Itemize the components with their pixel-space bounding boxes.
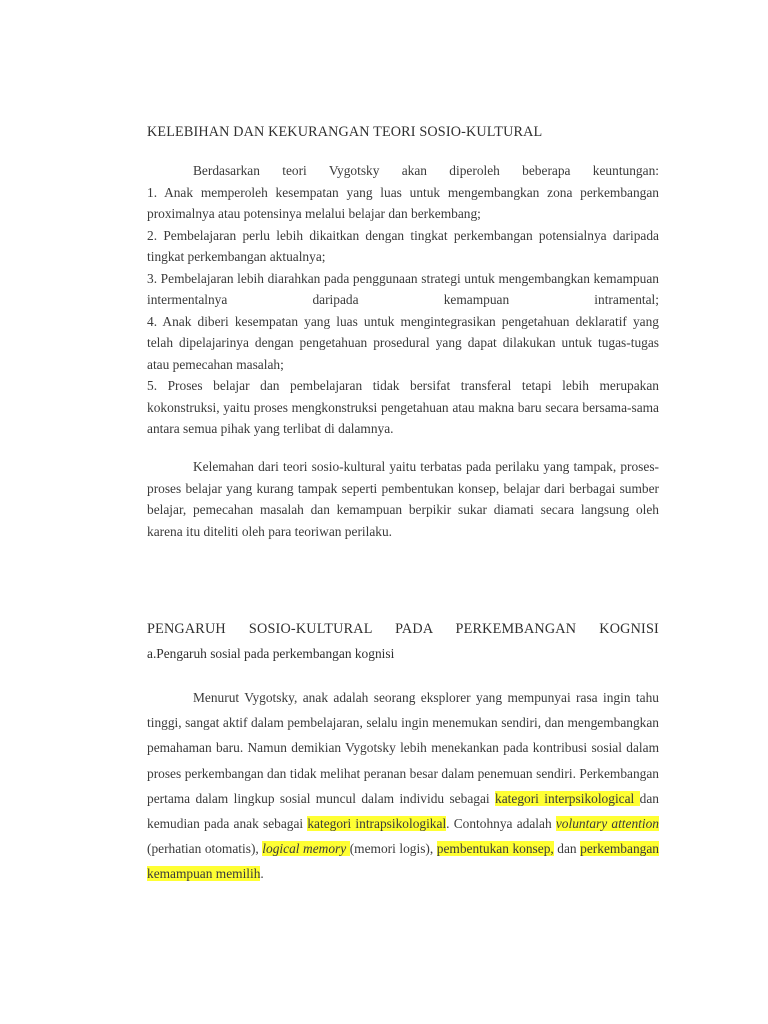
vygotsky-paragraph xyxy=(147,685,659,887)
paragraph-text: dan kemudian pada anak sebagai xyxy=(147,790,659,832)
paragraph-text: dan xyxy=(553,841,581,857)
highlight-logical-memory: logical memory xyxy=(262,841,350,857)
paragraph-text: Menurut Vygotsky, anak adalah seorang eksplorer yang mempunyai rasa ingin tahu tinggi, sangat aktif dalam pembelajaran, selalu ingin menemukan sendiri, dan mengembangkan pemahaman baru. Namun demikian Vygotsky lebih menekankan pada kontribusi sosial dalam proses perkembangan dan tidak melihat peranan besar dalam penemuan sendiri. Perkembangan pertama dalam lingkup sosial muncul dalam individu sebagai xyxy=(147,690,659,806)
advantage-item-5: 5. Proses belajar dan pembelajaran tidak bersifat transferal tetapi lebih merupakan kokonstruksi, yaitu proses mengkonstruksi pengetahuan atau makna baru secara bersama-sama antara semua pihak yang terlibat di dalamnya. xyxy=(147,378,659,436)
vygotsky-block xyxy=(147,685,659,887)
paragraph-text: . Contohnya adalah xyxy=(446,816,556,832)
paragraph-text: (perhatian otomatis), xyxy=(147,841,263,857)
highlight-kategori-intrapsikologikal: kategori intrapsikologikal xyxy=(307,816,447,832)
advantages-block xyxy=(147,160,659,440)
section-title-pengaruh: PENGARUH SOSIO-KULTURAL PADA PERKEMBANGAN KOGNISI xyxy=(147,621,659,637)
advantage-item-4: 4. Anak diberi kesempatan yang luas untuk mengintegrasikan pengetahuan deklaratif yang telah dipelajarinya dengan pengetahuan prosedural yang dapat dilakukan untuk tugas-tugas atau pemecahan masalah; xyxy=(147,313,659,372)
advantage-item-2: 2. Pembelajaran perlu lebih dikaitkan dengan tingkat perkembangan potensialnya daripada tingkat perkembangan aktualnya; xyxy=(147,227,659,264)
paragraph-text: . xyxy=(260,866,264,882)
highlight-voluntary-attention: voluntary attention xyxy=(555,816,659,832)
advantages-intro: Berdasarkan teori Vygotsky akan diperoleh beberapa keuntungan: xyxy=(193,163,659,178)
highlight-kategori-interpsikological: kategori interpsikological xyxy=(495,790,640,806)
highlight-perkembangan-kemampuan-memilih: perkembangan kemampuan memilih xyxy=(147,841,659,882)
highlight-pembentukan-konsep: pembentukan konsep, xyxy=(436,841,554,857)
advantage-item-1: 1. Anak memperoleh kesempatan yang luas untuk mengembangkan zona perkembangan proximalnya atau potensinya melalui belajar dan berkembang; xyxy=(147,184,659,221)
paragraph-text: (memori logis), xyxy=(349,841,437,857)
weakness-paragraph: Kelemahan dari teori sosio-kultural yaitu terbatas pada perilaku yang tampak, proses-proses belajar yang kurang tampak seperti pembentukan konsep, belajar dari berbagai sumber belajar, pemecahan masalah dan kemampuan berpikir sukar diamati secara langsung oleh karena itu diteliti oleh para teoriwan perilaku. xyxy=(147,459,659,539)
advantage-item-3: 3. Pembelajaran lebih diarahkan pada penggunaan strategi untuk mengembangkan kemampuan intermentalnya daripada kemampuan intramental; xyxy=(147,270,659,307)
subsection-title: a.Pengaruh sosial pada perkembangan kognisi xyxy=(147,646,395,661)
section-title-kelebihan: KELEBIHAN DAN KEKURANGAN TEORI SOSIO-KULTURAL xyxy=(147,124,543,140)
weakness-block xyxy=(147,456,659,542)
